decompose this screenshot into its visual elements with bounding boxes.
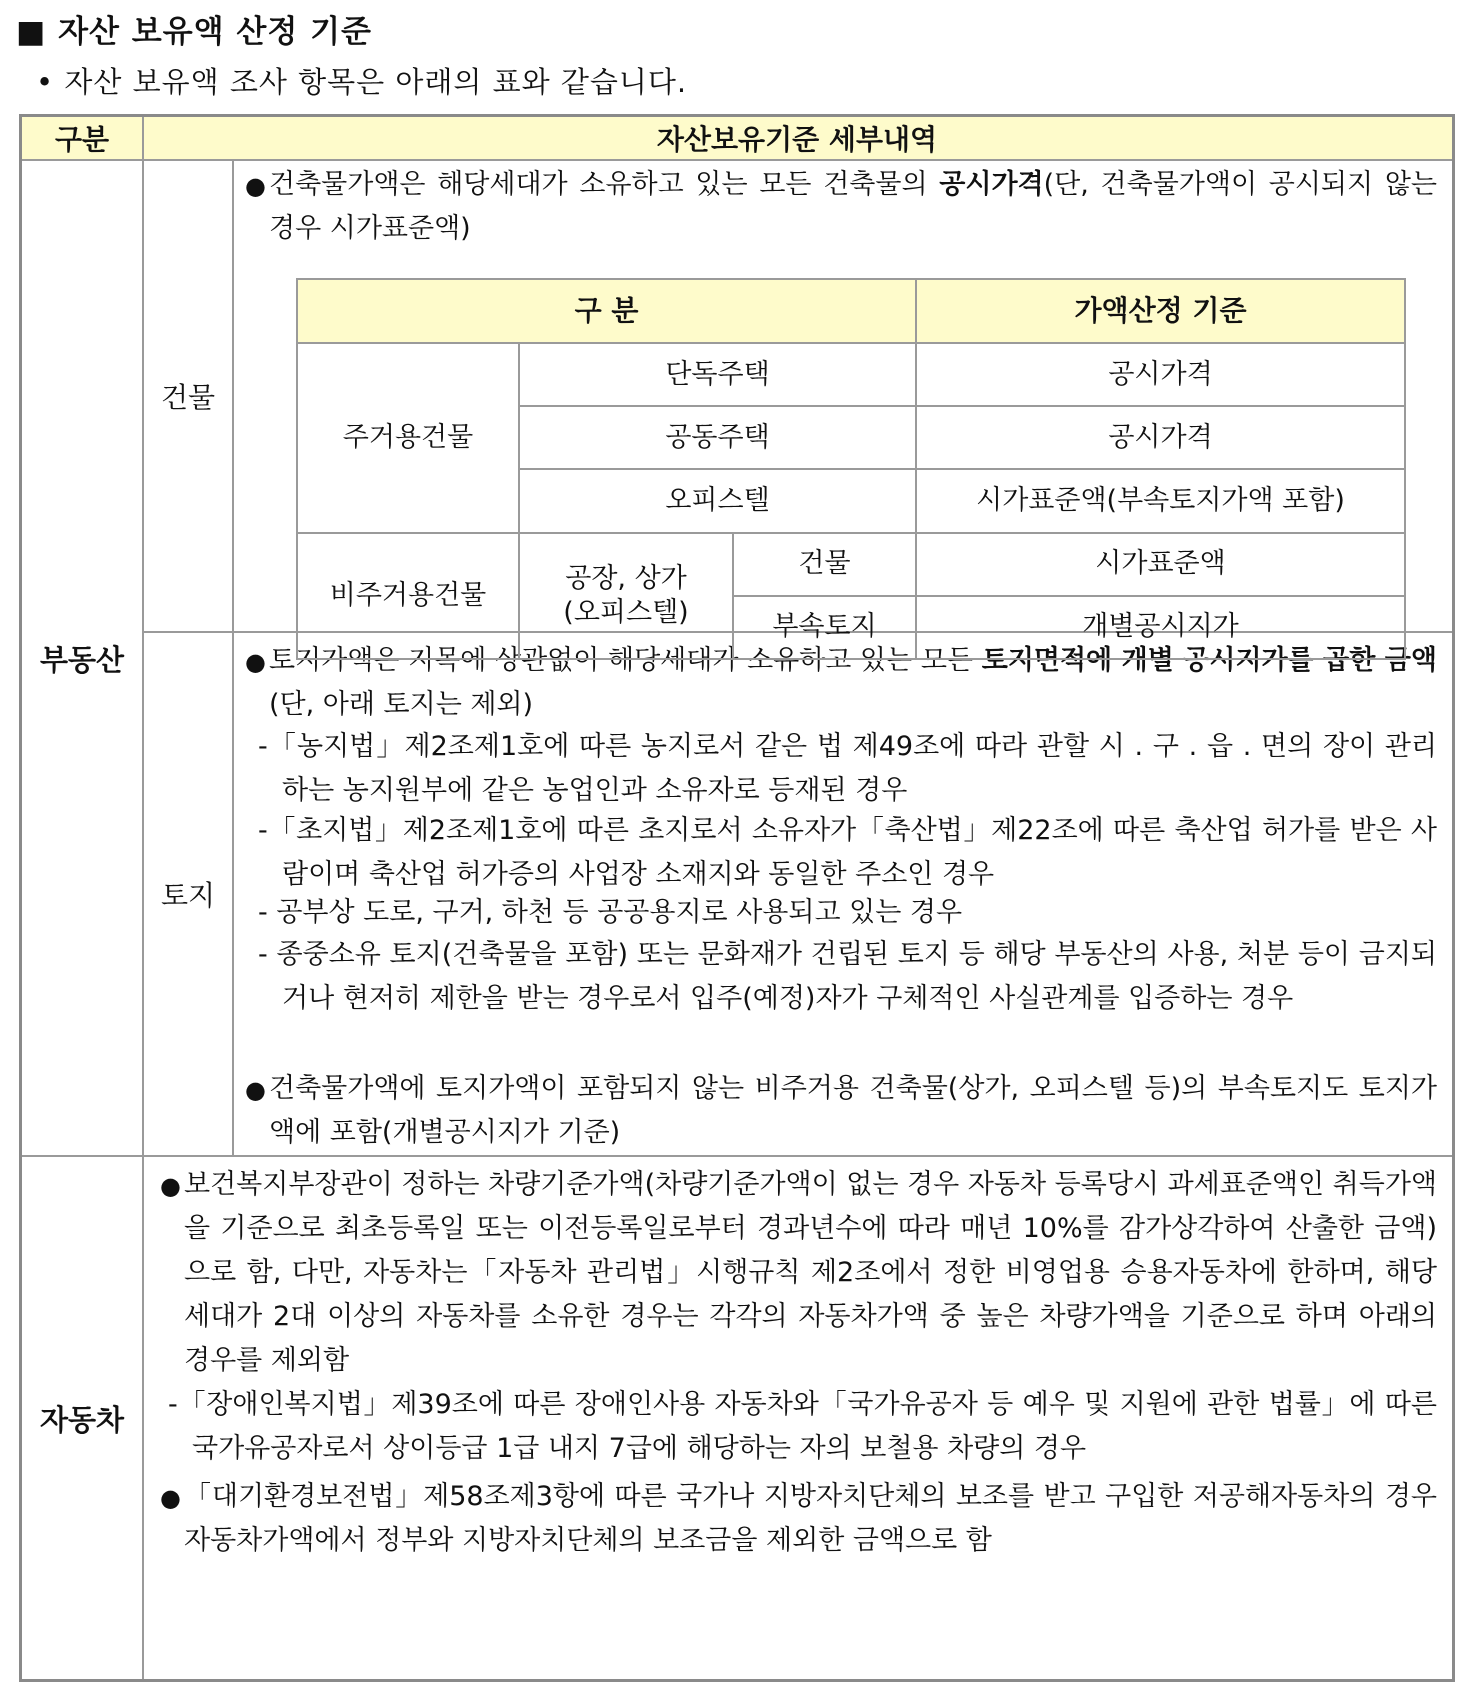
bullet-icon: ● <box>245 172 266 200</box>
land-exclusion-item: -「농지법」제2조제1호에 따른 농지로서 같은 법 제49조에 따라 관할 시 . 구 . 읍 . 면의 장이 관리하는 농지원부에 같은 농업인과 소유자로 등재된 경우 <box>258 731 1437 806</box>
divider <box>22 1155 1452 1157</box>
section-heading: ■ 자산 보유액 산정 기준 <box>16 14 372 50</box>
subcategory-land: 토지 <box>160 879 216 912</box>
factory-store-line: 공장, 상가 <box>565 562 687 594</box>
nonresidential-building-label: 비주거용건물 <box>297 533 519 659</box>
bullet-icon: ● <box>245 1076 266 1104</box>
nr-land-label: 부속토지 <box>733 596 916 659</box>
category-vehicle: 자동차 <box>39 1402 125 1437</box>
detached-house-value: 공시가격 <box>916 343 1405 406</box>
land-exclusion-item: -「초지법」제2조제1호에 따른 초지로서 소유자가「축산법」제22조에 따른 축산업 허가를 받은 사람이며 축산업 허가증의 사업장 소재지와 동일한 주소인 경우 <box>258 815 1437 890</box>
nr-building-label: 건물 <box>733 533 916 596</box>
land-note: 건축물가액에 토지가액이 포함되지 않는 비주거용 건축물(상가, 오피스텔 등)의 부속토지도 토지가액에 포함(개별공시지가 기준) <box>269 1073 1437 1148</box>
intro-text: • 자산 보유액 조사 항목은 아래의 표와 같습니다. <box>36 65 688 99</box>
bullet-icon: ● <box>160 1484 181 1512</box>
inner-header-category: 구 분 <box>297 279 916 343</box>
apartment-value: 공시가격 <box>916 406 1405 469</box>
land-exclusion-item: - 공부상 도로, 구거, 하천 등 공공용지로 사용되고 있는 경우 <box>258 897 963 928</box>
bullet-icon: ● <box>245 648 266 676</box>
factory-store-label <box>519 533 733 659</box>
apartment-label: 공동주택 <box>519 406 916 469</box>
vehicle-exclusion: -「장애인복지법」제39조에 따른 장애인사용 자동차와「국가유공자 등 예우 및 지원에 관한 법률」에 따른 국가유공자로서 상이등급 1급 내지 7급에 해당하는 자의 보철용 차량의 경우 <box>168 1389 1437 1464</box>
officetel-value: 시가표준액(부속토지가액 포함) <box>916 469 1405 532</box>
bullet-icon: ● <box>160 1172 181 1200</box>
residential-building-label: 주거용건물 <box>297 343 519 532</box>
vehicle-note: 「대기환경보전법」제58조제3항에 따른 국가나 지방자치단체의 보조를 받고 구입한 저공해자동차의 경우 자동차가액에서 정부와 지방자치단체의 보조금을 제외한 금액으로 함 <box>184 1481 1437 1556</box>
nr-building-value: 시가표준액 <box>916 533 1405 596</box>
officetel-label: 오피스텔 <box>519 469 916 532</box>
divider <box>22 159 1452 161</box>
header-category: 구분 <box>54 123 110 156</box>
detached-house-label: 단독주택 <box>519 343 916 406</box>
inner-header-criteria: 가액산정 기준 <box>916 279 1405 343</box>
nr-land-value: 개별공시지가 <box>916 596 1405 659</box>
officetel-note-line: (오피스텔) <box>563 596 689 628</box>
building-valuation-table <box>296 278 1406 660</box>
building-description: 건축물가액은 해당세대가 소유하고 있는 모든 건축물의 공시가격(단, 건축물가액이 공시되지 않는 경우 시가표준액) <box>269 169 1437 244</box>
land-description: 토지가액은 지목에 상관없이 해당세대가 소유하고 있는 모든 토지면적에 개별 공시지가를 곱한 금액(단, 아래 토지는 제외) <box>269 645 1437 720</box>
header-details: 자산보유기준 세부내역 <box>656 123 938 156</box>
vehicle-description: 보건복지부장관이 정하는 차량기준가액(차량기준가액이 없는 경우 자동차 등록당시 과세표준액인 취득가액을 기준으로 최초등록일 또는 이전등록일로부터 경과년수에 따라 매년 10%를 감가상각하여 산출한 금액)으로 함, 다만, 자동차는「자동차 관리법」시행규칙 제2조에서 정한 비영업용 승용자동차에 한하며, 해당 세대가 2대 이상의 자동차를 소유한 경우는 각각의 자동차가액 중 높은 차량가액을 기준으로 하며 아래의 경우를 제외함 <box>184 1169 1437 1376</box>
divider <box>232 159 234 1155</box>
subcategory-building: 건물 <box>160 381 216 414</box>
land-exclusion-item: - 종중소유 토지(건축물을 포함) 또는 문화재가 건립된 토지 등 해당 부동산의 사용, 처분 등이 금지되거나 현저히 제한을 받는 경우로서 입주(예정)자가 구체적인 사실관계를 입증하는 경우 <box>258 939 1437 1014</box>
category-real-estate: 부동산 <box>39 642 125 677</box>
